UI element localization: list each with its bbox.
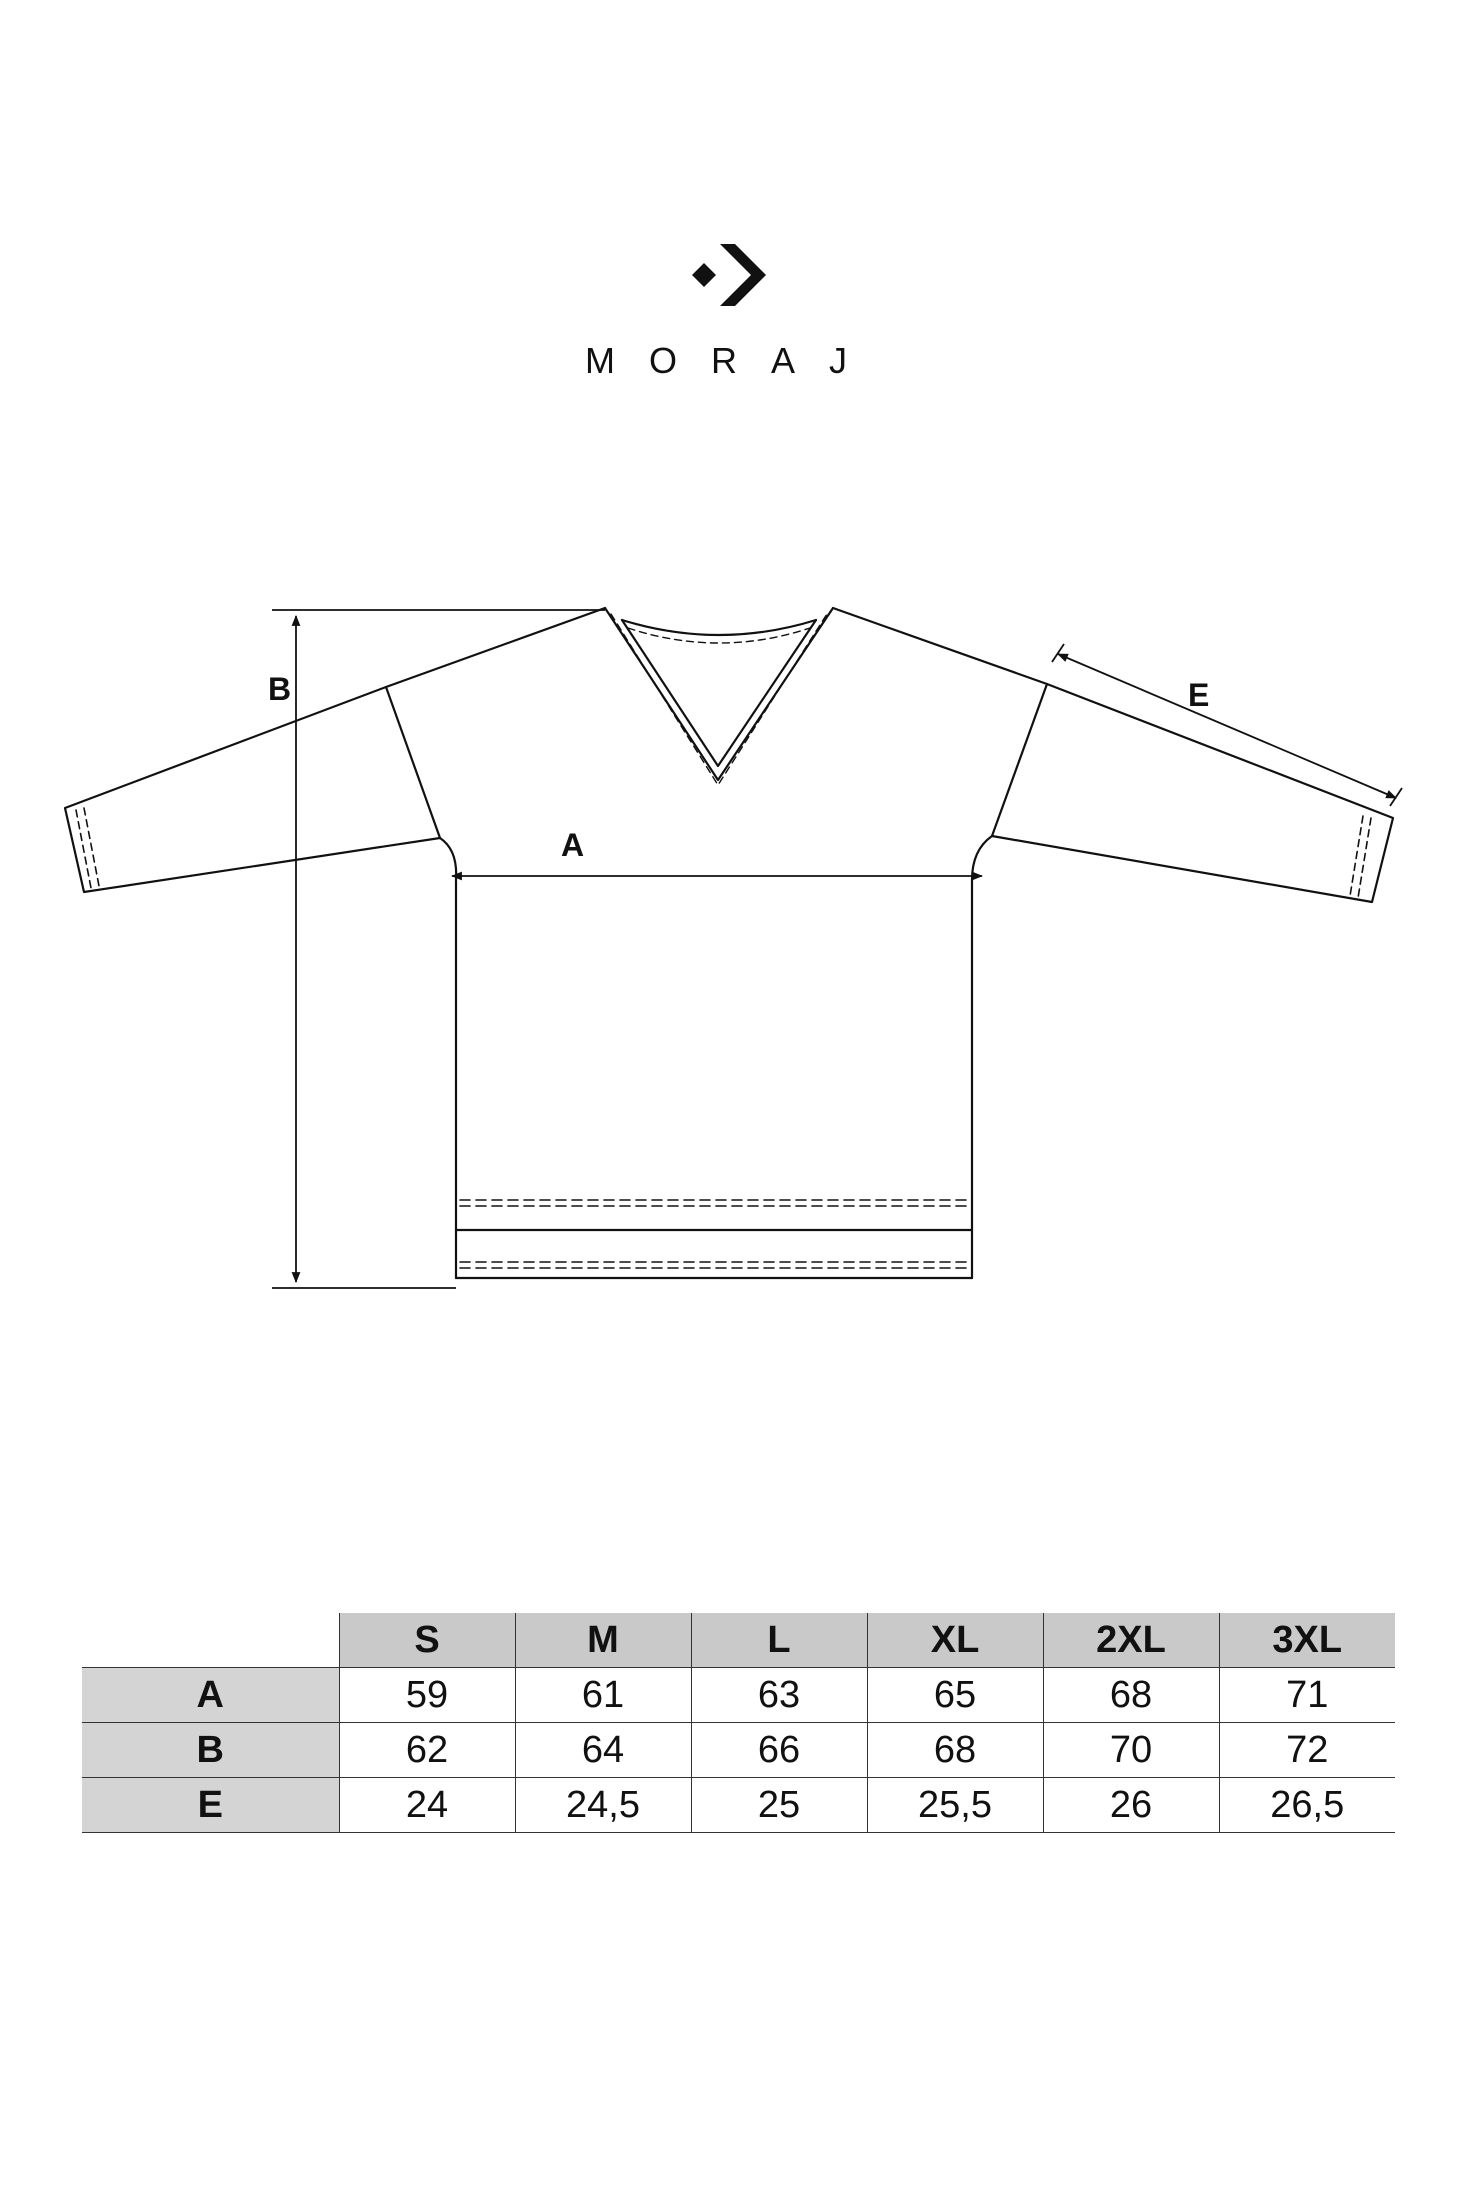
e-extension-left	[1052, 644, 1064, 662]
left-sleeve	[65, 608, 605, 892]
brand-name: MORAJ	[585, 340, 881, 381]
neckline-outer	[605, 608, 833, 780]
moraj-arrow-logo-icon	[690, 240, 770, 310]
table-corner-cell	[82, 1613, 339, 1668]
size-header-s: S	[339, 1613, 515, 1668]
neckline-back	[622, 620, 816, 635]
size-header-2xl: 2XL	[1043, 1613, 1219, 1668]
body-right-side	[972, 836, 992, 1278]
measurement-guides	[272, 610, 1402, 1288]
table-cell: 68	[867, 1723, 1043, 1778]
left-sleeve-armhole	[386, 687, 440, 838]
body-left-side	[440, 838, 456, 1278]
table-cell: 25	[691, 1778, 867, 1833]
size-header-row	[82, 1613, 1395, 1668]
size-header-3xl: 3XL	[1219, 1613, 1395, 1668]
table-cell: 62	[339, 1723, 515, 1778]
row-label-a: A	[82, 1668, 339, 1723]
size-header-l: L	[691, 1613, 867, 1668]
table-cell: 24	[339, 1778, 515, 1833]
neckline-stitch	[611, 614, 827, 785]
label-e: E	[1188, 677, 1210, 713]
table-cell: 26,5	[1219, 1778, 1395, 1833]
label-b: B	[268, 671, 292, 707]
table-cell: 72	[1219, 1723, 1395, 1778]
table-cell: 68	[1043, 1668, 1219, 1723]
table-cell: 61	[515, 1668, 691, 1723]
table-cell: 65	[867, 1668, 1043, 1723]
hem-stitch-bottom	[460, 1262, 968, 1268]
table-cell: 70	[1043, 1723, 1219, 1778]
neckline-inner	[622, 620, 816, 766]
right-sleeve-armhole	[992, 684, 1047, 836]
table-cell: 59	[339, 1668, 515, 1723]
table-cell: 24,5	[515, 1778, 691, 1833]
right-sleeve	[833, 608, 1393, 902]
hem-stitch-top	[460, 1200, 968, 1206]
e-dimension-line	[1058, 654, 1396, 798]
garment-measurement-diagram	[0, 580, 1460, 1300]
size-chart-table	[82, 1613, 1395, 1833]
brand-header	[0, 240, 1460, 382]
table-cell: 71	[1219, 1668, 1395, 1723]
label-a: A	[561, 827, 585, 863]
row-label-e: E	[82, 1778, 339, 1833]
right-cuff-stitch	[1350, 816, 1371, 898]
table-row	[82, 1723, 1395, 1778]
size-header-xl: XL	[867, 1613, 1043, 1668]
size-header-m: M	[515, 1613, 691, 1668]
table-cell: 26	[1043, 1778, 1219, 1833]
table-row	[82, 1778, 1395, 1833]
table-cell: 63	[691, 1668, 867, 1723]
table-row	[82, 1668, 1395, 1723]
table-cell: 64	[515, 1723, 691, 1778]
table-cell: 25,5	[867, 1778, 1043, 1833]
table-cell: 66	[691, 1723, 867, 1778]
row-label-b: B	[82, 1723, 339, 1778]
